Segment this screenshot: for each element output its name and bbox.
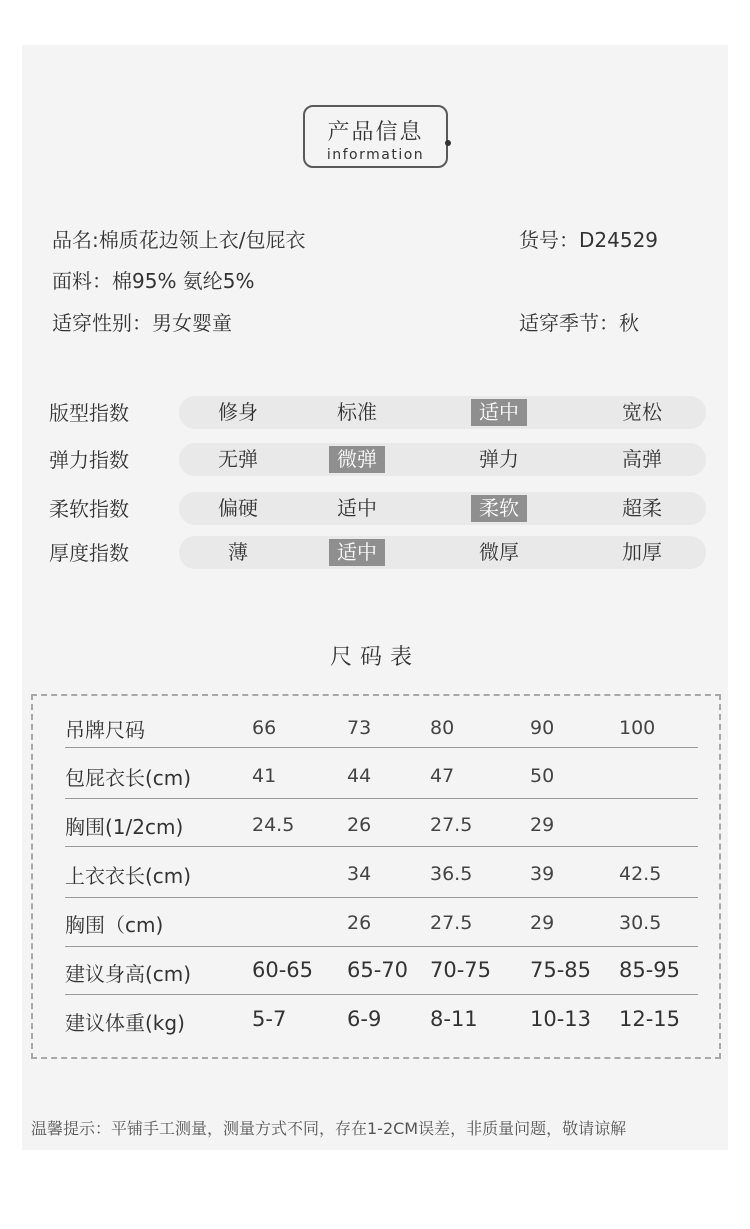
size-cell: 12-15 [619,1007,681,1031]
index-option: 修身 [218,400,258,424]
size-cell: 39 [530,863,555,885]
row-divider [65,747,698,748]
index-option: 微厚 [479,540,519,564]
product-name: 品名:棉质花边领上衣/包屁衣 [52,228,306,252]
row-divider [65,994,698,995]
product-gender: 适穿性别：男女婴童 [52,311,232,335]
size-cell: 90 [530,717,555,739]
row-divider [65,946,698,947]
index-scale [179,492,706,525]
size-cell: 75-85 [530,958,592,982]
measurement-notice: 温馨提示：平铺手工测量，测量方式不同，存在1-2CM误差，非质量问题，敬请谅解 [31,1119,627,1138]
size-row-label: 吊牌尺码 [65,718,145,742]
size-cell: 80 [430,717,455,739]
size-cell: 27.5 [430,814,473,836]
index-option: 超柔 [622,496,662,520]
size-table-title: 尺码表 [329,645,420,670]
index-option: 标准 [337,400,377,424]
size-cell: 26 [347,814,372,836]
size-cell: 26 [347,912,372,934]
index-option-selected: 适中 [329,539,385,566]
size-cell: 5-7 [252,1007,287,1031]
size-cell: 47 [430,765,455,787]
product-sku: 货号：D24529 [519,228,659,252]
size-cell: 73 [347,717,372,739]
size-cell: 44 [347,765,372,787]
size-cell: 34 [347,863,372,885]
size-cell: 8-11 [430,1007,478,1031]
index-label: 弹力指数 [49,448,129,472]
size-cell: 10-13 [530,1007,592,1031]
size-row-label: 包屁衣长(cm) [65,766,192,790]
size-cell: 30.5 [619,912,662,934]
size-row-label: 上衣衣长(cm) [65,864,192,888]
index-scale [179,536,706,569]
size-row-label: 建议体重(kg) [65,1011,185,1035]
row-divider [65,846,698,847]
index-option: 宽松 [622,400,662,424]
section-subtitle: information [326,147,425,163]
size-cell: 42.5 [619,863,662,885]
size-row-label: 建议身高(cm) [65,962,192,986]
section-title-badge [303,105,448,168]
index-label: 版型指数 [49,401,129,425]
index-option: 适中 [337,496,377,520]
size-cell: 50 [530,765,555,787]
index-option: 偏硬 [218,496,258,520]
index-label: 厚度指数 [49,541,129,565]
index-option-selected: 适中 [471,399,527,426]
size-cell: 70-75 [430,958,492,982]
row-divider [65,798,698,799]
index-option: 无弹 [218,447,258,471]
size-cell: 24.5 [252,814,295,836]
size-cell: 29 [530,814,555,836]
size-cell: 6-9 [347,1007,382,1031]
size-row-label: 胸围（cm) [65,913,164,937]
size-cell: 100 [619,717,656,739]
index-label: 柔软指数 [49,497,129,521]
size-cell: 27.5 [430,912,473,934]
row-divider [65,897,698,898]
index-option: 加厚 [622,540,662,564]
index-option: 高弹 [622,447,662,471]
size-row-label: 胸围(1/2cm) [65,815,184,839]
index-option: 薄 [228,540,248,564]
product-season: 适穿季节：秋 [519,311,639,335]
size-cell: 41 [252,765,277,787]
title-dot-decoration [445,140,451,146]
section-title: 产品信息 [327,120,424,145]
size-cell: 65-70 [347,958,409,982]
size-cell: 85-95 [619,958,681,982]
index-scale [179,443,706,476]
size-cell: 29 [530,912,555,934]
index-scale [179,396,706,429]
size-cell: 66 [252,717,277,739]
size-cell: 36.5 [430,863,473,885]
index-option-selected: 柔软 [471,495,527,522]
index-option-selected: 微弹 [329,446,385,473]
index-option: 弹力 [479,447,519,471]
size-cell: 60-65 [252,958,314,982]
product-fabric: 面料：棉95% 氨纶5% [52,269,255,293]
